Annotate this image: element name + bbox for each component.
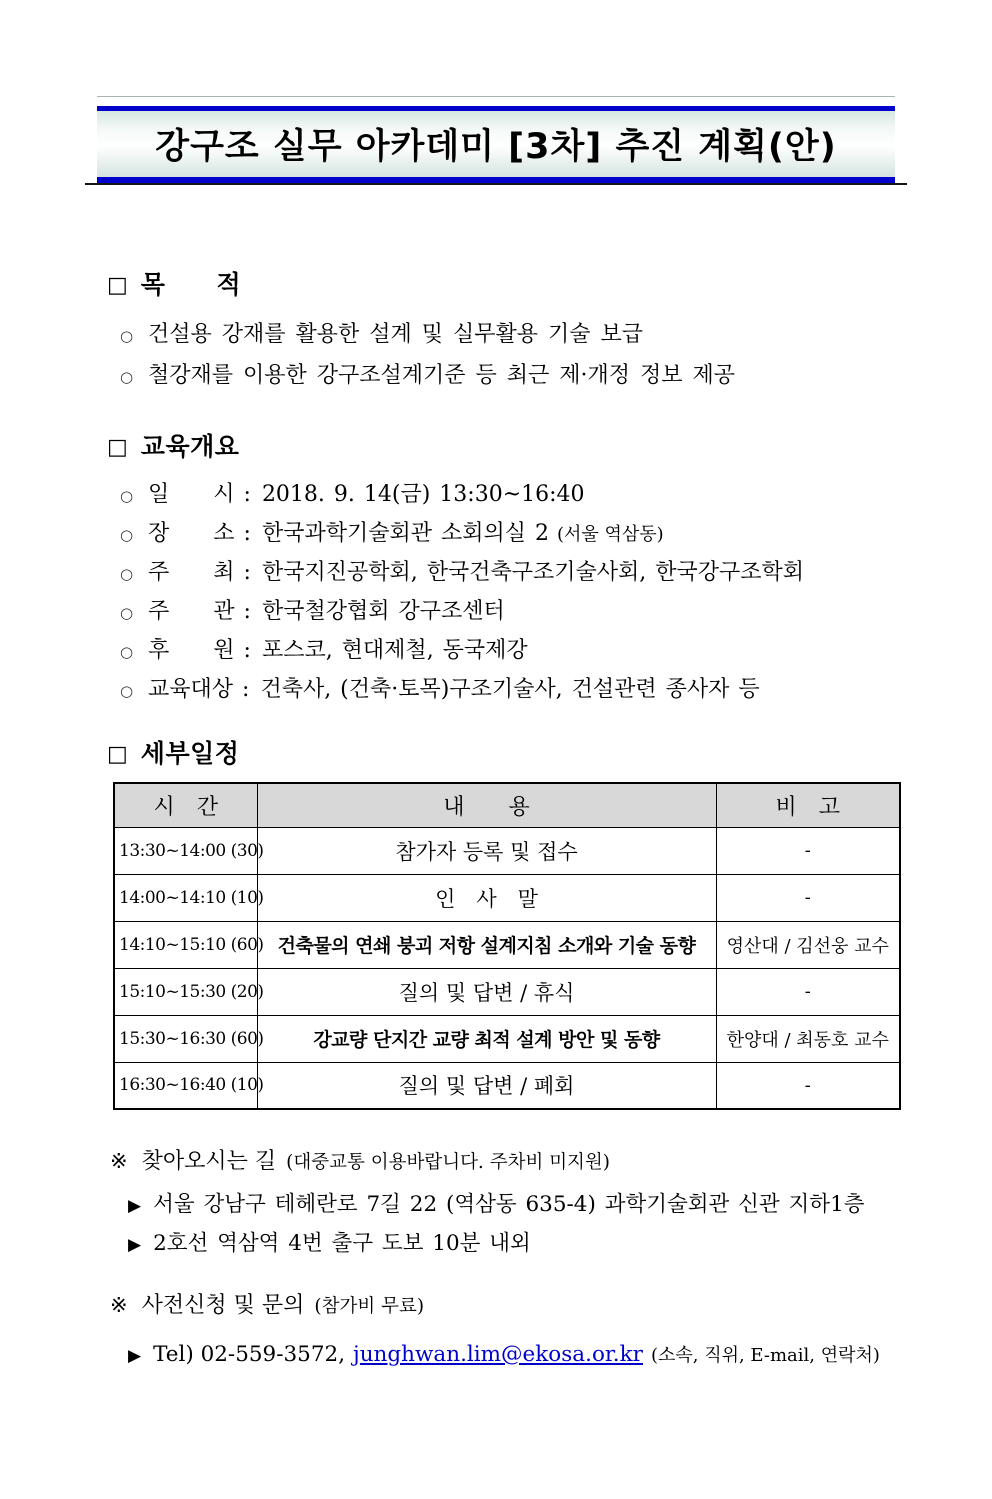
schedule-heading-label: 세부일정 bbox=[140, 739, 240, 768]
cell-content: 참가자 등록 및 접수 bbox=[257, 827, 716, 874]
direction-text: 2호선 역삼역 4번 출구 도보 10분 내외 bbox=[153, 1231, 531, 1256]
top-hairline bbox=[97, 96, 895, 97]
label-colon: : bbox=[242, 677, 250, 702]
cell-time: 15:10~15:30 (20) bbox=[114, 968, 257, 1015]
phone-number: Tel) 02-559-3572, bbox=[153, 1342, 346, 1367]
title-banner bbox=[97, 96, 895, 185]
purpose-item-text: 철강재를 이용한 강구조설계기준 등 최근 제·개정 정보 제공 bbox=[148, 363, 735, 388]
title-banner-band bbox=[97, 106, 895, 183]
cell-content: 질의 및 답변 / 휴식 bbox=[257, 968, 716, 1015]
overview-item-label: 교육대상 bbox=[148, 677, 234, 702]
overview-item-value: 한국지진공학회, 한국건축구조기술사회, 한국강구조학회 bbox=[261, 560, 804, 585]
cell-content: 인 사 말 bbox=[257, 874, 716, 921]
contact-line bbox=[128, 1336, 902, 1375]
table-row bbox=[114, 1062, 900, 1109]
list-item bbox=[120, 476, 902, 515]
section-heading-schedule bbox=[107, 734, 902, 770]
overview-item-label: 주 최 bbox=[148, 560, 235, 585]
overview-item-label: 장 소 bbox=[148, 521, 235, 546]
overview-list bbox=[120, 476, 902, 710]
cell-remark: - bbox=[716, 1062, 900, 1109]
overview-item-label: 일 시 bbox=[148, 482, 235, 507]
note-subtext: (대중교통 이용바랍니다. 주차비 미지원) bbox=[286, 1152, 611, 1173]
cell-time: 16:30~16:40 (10) bbox=[114, 1062, 257, 1109]
circle-bullet-icon: ○ bbox=[120, 565, 134, 583]
overview-item-value: 건축사, (건축·토목)구조기술사, 건설관련 종사자 등 bbox=[260, 677, 760, 702]
bottom-hairline bbox=[85, 183, 907, 185]
overview-heading-label: 교육개요 bbox=[140, 432, 240, 461]
list-item bbox=[120, 315, 902, 356]
square-bullet-icon: □ bbox=[107, 273, 128, 298]
circle-bullet-icon: ○ bbox=[120, 526, 134, 544]
overview-item-note: (서울 역삼동) bbox=[556, 524, 664, 545]
overview-item-label: 후 원 bbox=[148, 638, 235, 663]
overview-item-value: 한국철강협회 강구조센터 bbox=[261, 599, 505, 624]
list-item bbox=[120, 515, 902, 554]
list-item bbox=[120, 593, 902, 632]
list-item bbox=[120, 632, 902, 671]
list-item bbox=[128, 1225, 902, 1264]
square-bullet-icon: □ bbox=[107, 435, 128, 460]
circle-bullet-icon: ○ bbox=[120, 682, 134, 700]
table-row bbox=[114, 1015, 900, 1062]
label-colon: : bbox=[243, 638, 251, 663]
list-item bbox=[120, 554, 902, 593]
cell-time: 13:30~14:00 (30) bbox=[114, 827, 257, 874]
schedule-table bbox=[113, 782, 901, 1110]
cell-time: 14:10~15:10 (60) bbox=[114, 921, 257, 968]
directions-list bbox=[90, 1186, 902, 1264]
note-title: 사전신청 및 문의 bbox=[141, 1293, 305, 1318]
table-row bbox=[114, 968, 900, 1015]
table-header-row bbox=[114, 783, 900, 827]
cell-remark: 한양대 / 최동호 교수 bbox=[716, 1015, 900, 1062]
cell-remark: 영산대 / 김선웅 교수 bbox=[716, 921, 900, 968]
cell-time: 14:00~14:10 (10) bbox=[114, 874, 257, 921]
label-colon: : bbox=[243, 482, 251, 507]
label-colon: : bbox=[243, 599, 251, 624]
label-colon: : bbox=[243, 560, 251, 585]
cell-content: 질의 및 답변 / 폐회 bbox=[257, 1062, 716, 1109]
contact-fields-hint: (소속, 직위, E-mail, 연락처) bbox=[650, 1345, 880, 1366]
table-row bbox=[114, 827, 900, 874]
cell-remark: - bbox=[716, 827, 900, 874]
cell-remark: - bbox=[716, 968, 900, 1015]
list-item bbox=[128, 1186, 902, 1225]
col-header-time: 시 간 bbox=[114, 783, 257, 827]
section-heading-purpose bbox=[107, 265, 902, 301]
table-row bbox=[114, 921, 900, 968]
table-row bbox=[114, 874, 900, 921]
label-colon: : bbox=[243, 521, 251, 546]
page-title: 강구조 실무 아카데미 [3차] 추진 계획(안) bbox=[155, 127, 837, 167]
col-header-content: 내 용 bbox=[257, 783, 716, 827]
purpose-list bbox=[120, 315, 902, 397]
cell-remark: - bbox=[716, 874, 900, 921]
cell-content: 건축물의 연쇄 붕괴 저항 설계지침 소개와 기술 동향 bbox=[257, 921, 716, 968]
cell-content: 강교량 단지간 교량 최적 설계 방안 및 동향 bbox=[257, 1015, 716, 1062]
reference-mark-icon: ※ bbox=[110, 1293, 128, 1317]
note-title: 찾아오시는 길 bbox=[141, 1149, 277, 1174]
document-page bbox=[0, 96, 992, 1375]
list-item bbox=[120, 356, 902, 397]
circle-bullet-icon: ○ bbox=[120, 604, 134, 622]
note-directions bbox=[110, 1144, 902, 1180]
circle-bullet-icon: ○ bbox=[120, 368, 134, 386]
circle-bullet-icon: ○ bbox=[120, 487, 134, 505]
section-heading-overview bbox=[107, 427, 902, 463]
cell-time: 15:30~16:30 (60) bbox=[114, 1015, 257, 1062]
note-subtext: (참가비 무료) bbox=[314, 1296, 425, 1317]
triangle-bullet-icon: ▶ bbox=[128, 1235, 142, 1255]
square-bullet-icon: □ bbox=[107, 742, 128, 767]
note-registration bbox=[110, 1288, 902, 1324]
overview-item-label: 주 관 bbox=[148, 599, 235, 624]
purpose-item-text: 건설용 강재를 활용한 설계 및 실무활용 기술 보급 bbox=[148, 322, 643, 347]
triangle-bullet-icon: ▶ bbox=[128, 1196, 142, 1216]
direction-text: 서울 강남구 테헤란로 7길 22 (역삼동 635-4) 과학기술회관 신관 지하1층 bbox=[153, 1192, 865, 1217]
overview-item-value: 2018. 9. 14(금) 13:30~16:40 bbox=[261, 482, 585, 507]
purpose-heading-label: 목 적 bbox=[140, 270, 242, 299]
col-header-remark: 비 고 bbox=[716, 783, 900, 827]
circle-bullet-icon: ○ bbox=[120, 643, 134, 661]
overview-item-value: 포스코, 현대제철, 동국제강 bbox=[261, 638, 528, 663]
list-item bbox=[120, 671, 902, 710]
circle-bullet-icon: ○ bbox=[120, 327, 134, 345]
overview-item-value: 한국과학기술회관 소회의실 2 bbox=[261, 521, 549, 546]
reference-mark-icon: ※ bbox=[110, 1149, 128, 1173]
email-link[interactable]: junghwan.lim@ekosa.or.kr bbox=[353, 1342, 643, 1367]
triangle-bullet-icon: ▶ bbox=[128, 1346, 142, 1366]
